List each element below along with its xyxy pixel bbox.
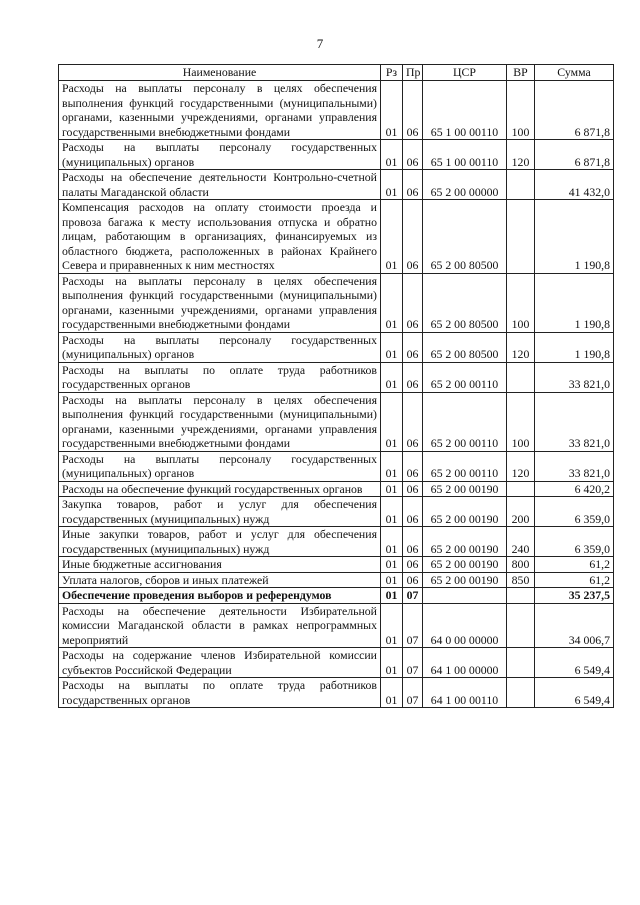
row-vr-cell — [507, 200, 535, 274]
row-csr-cell: 65 2 00 00190 — [423, 557, 507, 573]
row-pr-cell: 06 — [403, 527, 423, 557]
row-pr-cell: 06 — [403, 572, 423, 588]
row-sum-cell: 6 549,4 — [535, 678, 614, 708]
row-vr-cell: 100 — [507, 392, 535, 451]
row-rz-cell: 01 — [381, 648, 403, 678]
row-name-cell: Расходы на выплаты персоналу государственных (муниципальных) органов — [59, 451, 381, 481]
row-vr-cell — [507, 603, 535, 648]
table-row — [59, 481, 614, 497]
row-name-cell: Расходы на обеспечение функций государственных органов — [59, 481, 381, 497]
row-name-cell: Расходы на выплаты персоналу государственных (муниципальных) органов — [59, 140, 381, 170]
row-vr-cell — [507, 678, 535, 708]
row-rz-cell: 01 — [381, 527, 403, 557]
row-vr-cell: 800 — [507, 557, 535, 573]
row-csr-cell: 65 1 00 00110 — [423, 140, 507, 170]
row-name-cell: Расходы на выплаты по оплате труда работников государственных органов — [59, 678, 381, 708]
row-csr-cell: 65 2 00 00110 — [423, 392, 507, 451]
row-sum-cell: 1 190,8 — [535, 273, 614, 332]
header-pr: Пр — [403, 65, 423, 81]
row-rz-cell: 01 — [381, 557, 403, 573]
row-name-cell: Расходы на обеспечение деятельности Избирательной комиссии Магаданской области в рамках непрограммных мероприятий — [59, 603, 381, 648]
row-csr-cell: 65 2 00 80500 — [423, 332, 507, 362]
row-vr-cell — [507, 481, 535, 497]
row-pr-cell: 07 — [403, 603, 423, 648]
table-row — [59, 603, 614, 648]
row-sum-cell: 1 190,8 — [535, 200, 614, 274]
table-row — [59, 273, 614, 332]
row-vr-cell: 120 — [507, 332, 535, 362]
header-name: Наименование — [59, 65, 381, 81]
row-csr-cell: 65 2 00 00190 — [423, 481, 507, 497]
row-name-cell: Расходы на выплаты персоналу в целях обеспечения выполнения функций государственными (муниципальными) органами, казенными учреждениями, органами управления государственными внебюджетными фондами — [59, 81, 381, 140]
table-row — [59, 572, 614, 588]
row-name-cell: Расходы на содержание членов Избирательной комиссии субъектов Российской Федерации — [59, 648, 381, 678]
row-csr-cell: 65 1 00 00110 — [423, 81, 507, 140]
row-csr-cell: 65 2 00 80500 — [423, 273, 507, 332]
row-csr-cell: 64 1 00 00110 — [423, 678, 507, 708]
row-sum-cell: 35 237,5 — [535, 588, 614, 604]
row-vr-cell: 120 — [507, 451, 535, 481]
table-row — [59, 362, 614, 392]
row-csr-cell: 65 2 00 00110 — [423, 362, 507, 392]
budget-table — [58, 64, 614, 708]
table-row — [59, 648, 614, 678]
row-pr-cell: 06 — [403, 451, 423, 481]
table-row — [59, 451, 614, 481]
row-vr-cell: 200 — [507, 497, 535, 527]
row-pr-cell: 07 — [403, 678, 423, 708]
row-rz-cell: 01 — [381, 392, 403, 451]
row-csr-cell: 65 2 00 00110 — [423, 451, 507, 481]
table-row — [59, 200, 614, 274]
row-pr-cell: 06 — [403, 362, 423, 392]
row-name-cell: Компенсация расходов на оплату стоимости проезда и провоза багажа к месту использования отпуска и обратно лицам, работающим в организациях, финансируемых из областного бюджета, расположенных в районах Крайнего Севера и приравненных к ним местностях — [59, 200, 381, 274]
row-csr-cell: 65 2 00 00000 — [423, 170, 507, 200]
row-rz-cell: 01 — [381, 81, 403, 140]
row-sum-cell: 6 359,0 — [535, 527, 614, 557]
row-rz-cell: 01 — [381, 332, 403, 362]
header-csr: ЦСР — [423, 65, 507, 81]
table-row — [59, 81, 614, 140]
table-row — [59, 497, 614, 527]
row-name-cell: Иные закупки товаров, работ и услуг для обеспечения государственных (муниципальных) нужд — [59, 527, 381, 557]
row-name-cell: Расходы на обеспечение деятельности Контрольно-счетной палаты Магаданской области — [59, 170, 381, 200]
row-rz-cell: 01 — [381, 451, 403, 481]
row-sum-cell: 61,2 — [535, 572, 614, 588]
row-pr-cell: 06 — [403, 557, 423, 573]
row-pr-cell: 06 — [403, 200, 423, 274]
row-name-cell: Расходы на выплаты персоналу в целях обеспечения выполнения функций государственными (муниципальными) органами, казенными учреждениями, органами управления государственными внебюджетными фондами — [59, 392, 381, 451]
row-vr-cell — [507, 170, 535, 200]
row-sum-cell: 33 821,0 — [535, 451, 614, 481]
row-rz-cell: 01 — [381, 362, 403, 392]
row-vr-cell: 100 — [507, 81, 535, 140]
table-row — [59, 332, 614, 362]
row-rz-cell: 01 — [381, 572, 403, 588]
header-sum: Сумма — [535, 65, 614, 81]
row-rz-cell: 01 — [381, 603, 403, 648]
table-row — [59, 527, 614, 557]
row-vr-cell: 850 — [507, 572, 535, 588]
row-sum-cell: 6 359,0 — [535, 497, 614, 527]
table-row — [59, 170, 614, 200]
row-name-cell: Расходы на выплаты персоналу государственных (муниципальных) органов — [59, 332, 381, 362]
row-csr-cell: 65 2 00 80500 — [423, 200, 507, 274]
row-vr-cell — [507, 648, 535, 678]
row-sum-cell: 33 821,0 — [535, 392, 614, 451]
row-csr-cell: 65 2 00 00190 — [423, 497, 507, 527]
table-row — [59, 140, 614, 170]
row-name-cell: Обеспечение проведения выборов и референдумов — [59, 588, 381, 604]
row-vr-cell: 240 — [507, 527, 535, 557]
row-csr-cell: 65 2 00 00190 — [423, 572, 507, 588]
row-pr-cell: 06 — [403, 273, 423, 332]
row-sum-cell: 1 190,8 — [535, 332, 614, 362]
row-name-cell: Иные бюджетные ассигнования — [59, 557, 381, 573]
row-pr-cell: 06 — [403, 392, 423, 451]
row-name-cell: Уплата налогов, сборов и иных платежей — [59, 572, 381, 588]
row-pr-cell: 06 — [403, 481, 423, 497]
row-rz-cell: 01 — [381, 200, 403, 274]
table-header-row — [59, 65, 614, 81]
table-row — [59, 557, 614, 573]
table-row — [59, 678, 614, 708]
row-rz-cell: 01 — [381, 678, 403, 708]
row-csr-cell: 64 1 00 00000 — [423, 648, 507, 678]
row-name-cell: Расходы на выплаты по оплате труда работников государственных органов — [59, 362, 381, 392]
row-rz-cell: 01 — [381, 588, 403, 604]
row-pr-cell: 06 — [403, 332, 423, 362]
row-sum-cell: 6 871,8 — [535, 140, 614, 170]
table-row — [59, 588, 614, 604]
row-pr-cell: 06 — [403, 170, 423, 200]
row-vr-cell: 120 — [507, 140, 535, 170]
table-row — [59, 392, 614, 451]
row-vr-cell — [507, 362, 535, 392]
row-pr-cell: 06 — [403, 497, 423, 527]
header-vr: ВР — [507, 65, 535, 81]
row-csr-cell — [423, 588, 507, 604]
row-pr-cell: 06 — [403, 81, 423, 140]
row-sum-cell: 33 821,0 — [535, 362, 614, 392]
row-sum-cell: 6 420,2 — [535, 481, 614, 497]
row-sum-cell: 61,2 — [535, 557, 614, 573]
row-name-cell: Закупка товаров, работ и услуг для обеспечения государственных (муниципальных) нужд — [59, 497, 381, 527]
row-csr-cell: 65 2 00 00190 — [423, 527, 507, 557]
row-pr-cell: 07 — [403, 588, 423, 604]
row-sum-cell: 41 432,0 — [535, 170, 614, 200]
row-rz-cell: 01 — [381, 170, 403, 200]
row-sum-cell: 34 006,7 — [535, 603, 614, 648]
page-number: 7 — [316, 36, 324, 51]
row-sum-cell: 6 871,8 — [535, 81, 614, 140]
row-csr-cell: 64 0 00 00000 — [423, 603, 507, 648]
row-rz-cell: 01 — [381, 273, 403, 332]
row-rz-cell: 01 — [381, 140, 403, 170]
row-rz-cell: 01 — [381, 497, 403, 527]
row-sum-cell: 6 549,4 — [535, 648, 614, 678]
header-rz: Рз — [381, 65, 403, 81]
row-rz-cell: 01 — [381, 481, 403, 497]
row-pr-cell: 06 — [403, 140, 423, 170]
row-name-cell: Расходы на выплаты персоналу в целях обеспечения выполнения функций государственными (муниципальными) органами, казенными учреждениями, органами управления государственными внебюджетными фондами — [59, 273, 381, 332]
row-vr-cell: 100 — [507, 273, 535, 332]
row-vr-cell — [507, 588, 535, 604]
row-pr-cell: 07 — [403, 648, 423, 678]
